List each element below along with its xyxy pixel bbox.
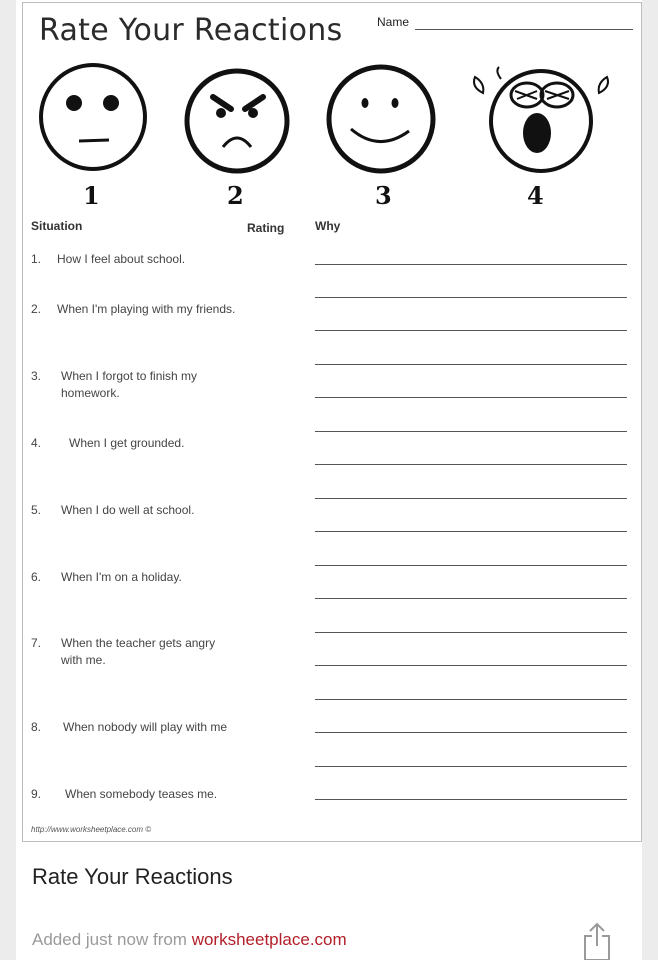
worksheet-title: Rate Your Reactions [39,13,343,48]
why-line [315,766,627,767]
angry-face-icon [183,67,291,175]
item-text: When I'm playing with my friends. [57,302,236,316]
item-text: When I get grounded. [69,436,185,450]
neutral-face-icon [37,61,149,173]
why-line [315,297,627,298]
why-line [315,598,627,599]
pin-source [32,930,347,950]
why-line [315,364,627,365]
happy-face-icon [325,63,437,175]
source-prefix: Added just now from [32,930,187,949]
why-line [315,732,627,733]
item-number: 8. [31,720,42,734]
item-number: 2. [31,302,42,316]
item-text: When I'm on a holiday. [61,570,182,584]
why-line [315,699,627,700]
item-text: How I feel about school. [57,252,186,266]
face-number-1: 1 [83,181,100,210]
column-rating: Rating [247,221,285,235]
item-text: When the teacher gets angry with me. [61,636,216,667]
item-number: 3. [31,369,42,383]
item-text: When I do well at school. [61,503,195,517]
face-number-3: 3 [375,181,392,210]
item-text: When nobody will play with me [63,720,228,734]
item-number: 7. [31,636,42,650]
column-why: Why [315,219,341,233]
pin-title: Rate Your Reactions [32,864,233,889]
why-line [315,431,627,432]
why-line [315,264,627,265]
item-number: 4. [31,436,42,450]
item-number: 6. [31,570,42,584]
name-label: Name [377,15,410,29]
item-number: 9. [31,787,42,801]
why-line [315,632,627,633]
item-number: 5. [31,503,42,517]
why-line [315,330,627,331]
item-text: When somebody teases me. [65,787,218,801]
name-line [415,29,633,30]
why-line [315,799,627,800]
column-situation: Situation [31,219,83,233]
crying-face-icon [465,65,615,175]
face-number-4: 4 [527,181,544,210]
source-link[interactable]: worksheetplace.com [191,930,347,949]
worksheet-footer-url: http://www.worksheetplace.com © [31,825,152,834]
why-line [315,565,627,566]
why-line [315,498,627,499]
why-line [315,464,627,465]
worksheet-image[interactable] [22,2,642,842]
why-line [315,665,627,666]
item-number: 1. [31,252,42,266]
why-line [315,397,627,398]
face-number-2: 2 [227,181,244,210]
item-text: When I forgot to finish my homework. [61,369,198,400]
share-icon[interactable] [582,922,612,960]
why-line [315,531,627,532]
